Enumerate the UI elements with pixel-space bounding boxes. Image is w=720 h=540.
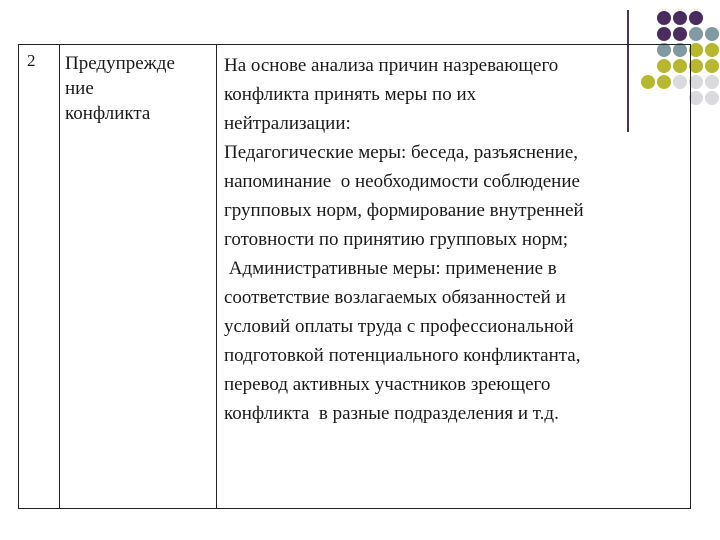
column-divider-1 — [59, 45, 60, 508]
description-line: напоминание о необходимости соблюдение — [224, 171, 580, 192]
row-name-line: ние — [65, 78, 94, 99]
decorative-dot — [689, 27, 703, 41]
description-line: групповых норм, формирование внутренней — [224, 200, 584, 221]
description-line: соответствие возлагаемых обязанностей и — [224, 287, 566, 308]
row-name-line: Предупрежде — [65, 53, 175, 74]
description-line: перевод активных участников зреющего — [224, 374, 551, 395]
decorative-dot — [705, 75, 719, 89]
decorative-dot — [705, 27, 719, 41]
decorative-dot — [689, 75, 703, 89]
decorative-dot — [705, 43, 719, 57]
description-line: конфликта принять меры по их — [224, 84, 477, 105]
row-name — [65, 51, 215, 126]
description-line: конфликта в разные подразделения и т.д. — [224, 403, 559, 424]
description-line: подготовкой потенциального конфликтанта, — [224, 345, 581, 366]
row-description — [224, 51, 684, 428]
description-line: Административные меры: применение в — [224, 258, 557, 279]
decorative-dot — [689, 59, 703, 73]
description-line: На основе анализа причин назревающего — [224, 55, 559, 76]
decorative-dot — [657, 11, 671, 25]
decorative-dot — [673, 11, 687, 25]
decorative-dot — [705, 91, 719, 105]
measures-table — [18, 44, 691, 509]
column-divider-2 — [216, 45, 217, 508]
row-name-line: конфликта — [65, 103, 151, 124]
description-line: нейтрализации: — [224, 113, 351, 134]
description-line: Педагогические меры: беседа, разъяснение, — [224, 142, 579, 163]
decorative-dot — [689, 91, 703, 105]
description-line: условий оплаты труда с профессиональной — [224, 316, 574, 337]
description-line: готовности по принятию групповых норм; — [224, 229, 569, 250]
decorative-dot — [689, 43, 703, 57]
decorative-dot — [657, 27, 671, 41]
row-number: 2 — [27, 51, 36, 70]
decorative-dot — [705, 59, 719, 73]
decorative-dot — [689, 11, 703, 25]
decorative-dot — [673, 27, 687, 41]
